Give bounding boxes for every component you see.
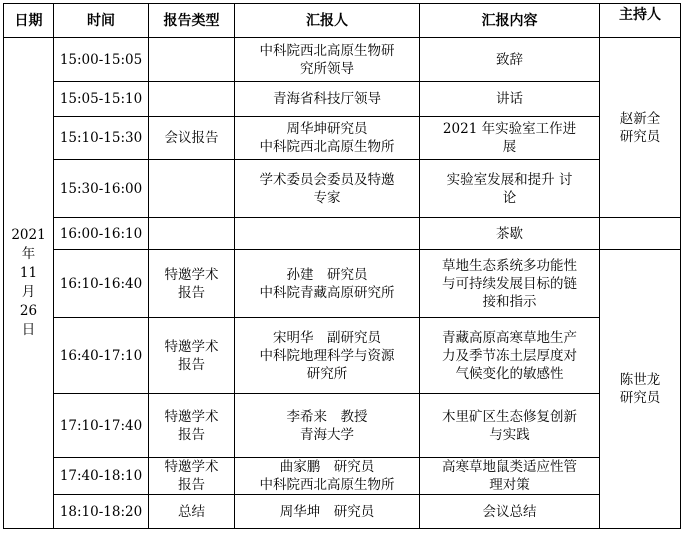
time-cell: 15:30-16:00 [54, 160, 149, 218]
type-cell [149, 394, 235, 458]
time-cell: 15:10-15:30 [54, 117, 149, 160]
header-content: 汇报内容 [420, 4, 600, 38]
time-cell: 15:05-15:10 [54, 82, 149, 117]
host-name: 陈世龙 [619, 372, 661, 388]
content-line: 茶歇 [496, 225, 523, 242]
header-time: 时间 [54, 4, 149, 38]
header-report-type: 报告类型 [149, 4, 235, 38]
host-cell-1 [600, 38, 681, 218]
presenter-cell [235, 117, 420, 160]
presenter-line: 青海大学 [300, 426, 354, 443]
time-cell: 16:00-16:10 [54, 218, 149, 250]
type-line: 报告 [178, 477, 205, 493]
presenter-line: 周华坤 研究员 [279, 503, 375, 520]
presenter-line: 中科院青藏高原研究所 [259, 284, 395, 301]
presenter-cell [235, 394, 420, 458]
table-row [4, 82, 681, 117]
content-line: 致辞 [496, 51, 523, 68]
content-line: 高寒草地鼠类适应性管 [442, 459, 577, 475]
type-cell [149, 160, 235, 218]
presenter-line: 专家 [313, 189, 341, 206]
table-row [4, 394, 681, 458]
content-line: 论 [502, 189, 517, 206]
header-row [4, 4, 681, 38]
table-row [4, 458, 681, 495]
date-line: 11 [19, 265, 38, 281]
time-cell: 16:10-16:40 [54, 250, 149, 318]
date-line: 2021 [11, 227, 46, 243]
type-cell [149, 250, 235, 318]
type-cell [149, 82, 235, 117]
type-line: 特邀学术 [164, 408, 219, 425]
presenter-line: 学术委员会委员及特邀 [259, 171, 395, 188]
time-cell: 18:10-18:20 [54, 495, 149, 529]
host-cell-empty [600, 218, 681, 250]
presenter-line: 曲家鹏 研究员 [279, 459, 375, 475]
host-title: 研究员 [619, 390, 661, 406]
date-line: 月 [21, 284, 36, 300]
content-line: 实验室发展和提升 讨 [446, 171, 573, 188]
content-line: 气候变化的敏感性 [455, 365, 564, 382]
presenter-line: 青海省科技厅领导 [273, 91, 381, 107]
host-title: 研究员 [619, 128, 661, 145]
type-line: 报告 [178, 426, 205, 443]
time-cell: 15:00-15:05 [54, 38, 149, 82]
presenter-line: 研究所 [306, 365, 348, 382]
content-cell [420, 318, 600, 394]
table-row [4, 218, 681, 250]
type-line: 报告 [178, 284, 205, 301]
content-line: 会议总结 [482, 503, 537, 520]
presenter-line: 中科院地理科学与资源 [259, 347, 395, 364]
presenter-cell [235, 218, 420, 250]
content-line: 讲话 [496, 91, 523, 107]
type-cell [149, 38, 235, 82]
content-line: 接和指示 [482, 293, 537, 310]
table-row [4, 495, 681, 529]
content-line: 青藏高原高寒草地生产 [442, 329, 577, 346]
content-line: 木里矿区生态修复创新 [442, 408, 577, 425]
content-cell [420, 495, 600, 529]
presenter-cell [235, 318, 420, 394]
presenter-line: 李希来 教授 [286, 408, 368, 425]
header-date: 日期 [4, 4, 54, 38]
date-line: 日 [21, 322, 36, 338]
content-line: 草地生态系统多功能性 [442, 257, 577, 274]
content-cell [420, 250, 600, 318]
time-cell: 17:10-17:40 [54, 394, 149, 458]
type-cell [149, 458, 235, 495]
date-cell [4, 38, 54, 529]
presenter-line: 中科院西北高原生物所 [259, 139, 395, 155]
type-cell [149, 218, 235, 250]
table-row [4, 318, 681, 394]
content-line: 力及季节冻土层厚度对 [442, 347, 577, 364]
content-cell [420, 160, 600, 218]
type-cell [149, 117, 235, 160]
presenter-line: 周华坤研究员 [286, 121, 368, 137]
content-line: 展 [502, 139, 517, 155]
time-cell: 16:40-17:10 [54, 318, 149, 394]
presenter-line: 中科院西北高原生物所 [259, 477, 395, 493]
type-line: 报告 [178, 356, 205, 373]
content-cell [420, 117, 600, 160]
content-cell [420, 394, 600, 458]
presenter-cell [235, 250, 420, 318]
content-line: 2021 年实验室工作进 [442, 121, 577, 137]
date-line: 年 [21, 246, 36, 262]
table-row [4, 250, 681, 318]
host-name: 赵新全 [619, 110, 661, 127]
host-cell-2 [600, 250, 681, 529]
time-cell: 17:40-18:10 [54, 458, 149, 495]
presenter-cell [235, 458, 420, 495]
presenter-cell [235, 82, 420, 117]
presenter-cell [235, 495, 420, 529]
content-cell [420, 38, 600, 82]
type-line: 总结 [178, 503, 205, 520]
presenter-line: 究所领导 [300, 60, 354, 77]
content-cell [420, 82, 600, 117]
presenter-cell [235, 160, 420, 218]
schedule-table [3, 3, 681, 529]
type-line: 会议报告 [164, 130, 219, 146]
header-host: 主持人 [600, 4, 681, 38]
content-line: 理对策 [489, 477, 530, 493]
type-cell [149, 318, 235, 394]
table-row [4, 38, 681, 82]
type-line: 特邀学术 [164, 459, 219, 475]
content-cell [420, 218, 600, 250]
content-cell [420, 458, 600, 495]
presenter-line: 宋明华 副研究员 [273, 329, 381, 346]
content-line: 与实践 [489, 426, 530, 443]
table-row [4, 117, 681, 160]
content-line: 与可持续发展目标的链 [442, 275, 577, 292]
presenter-line: 中科院西北高原生物研 [259, 42, 395, 59]
presenter-line: 孙建 研究员 [286, 266, 368, 283]
type-cell [149, 495, 235, 529]
date-line: 26 [19, 303, 38, 319]
type-line: 特邀学术 [164, 266, 219, 283]
table-row [4, 160, 681, 218]
type-line: 特邀学术 [164, 338, 219, 355]
presenter-cell [235, 38, 420, 82]
header-presenter: 汇报人 [235, 4, 420, 38]
